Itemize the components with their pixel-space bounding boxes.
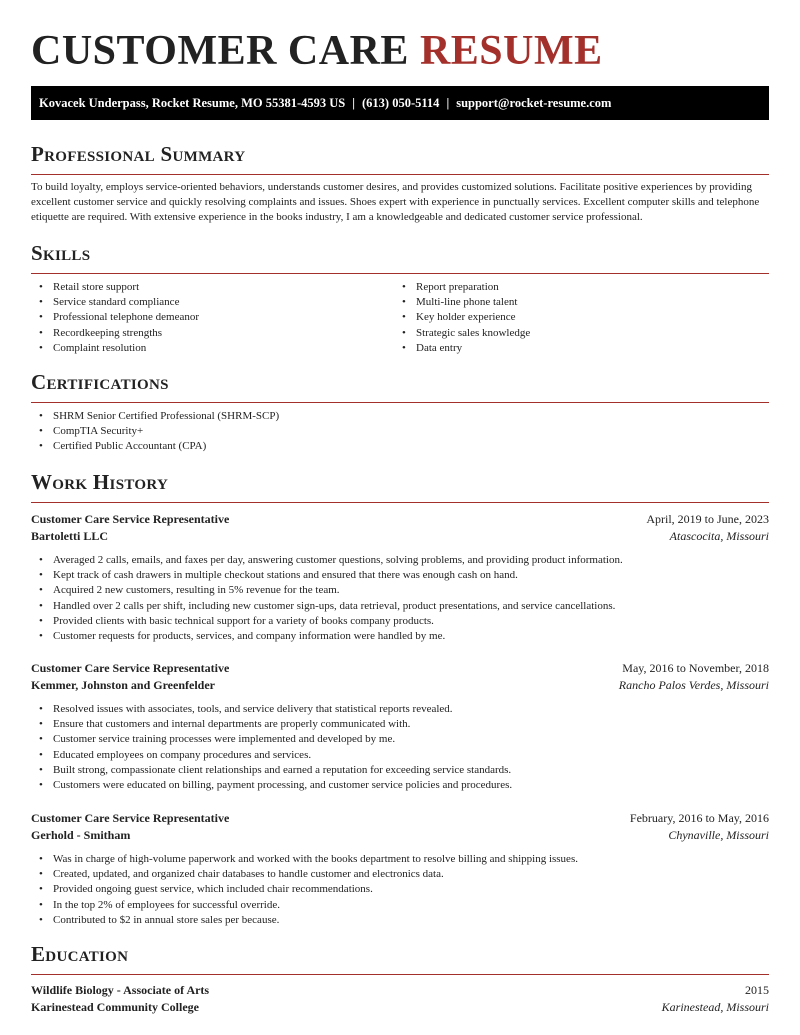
job-bullet: • Educated employees on company procedures and services. [31, 748, 512, 763]
education-year: 2015 [745, 983, 769, 997]
skill-item: • Data entry [394, 341, 530, 356]
job-bullet: • Customers were educated on billing, payment processing, and customer service policies and procedures. [31, 778, 512, 793]
certifications-list [31, 409, 279, 455]
skills-list-right [394, 280, 530, 356]
job-bullets [31, 553, 623, 644]
summary-section-header [31, 142, 769, 175]
job-bullet: • Resolved issues with associates, tools, and service delivery that statistical reports revealed. [31, 702, 512, 717]
job-bullet: • Customer requests for products, services, and company information were handled by me. [31, 629, 623, 644]
skill-item: • Strategic sales knowledge [394, 326, 530, 341]
work-heading: Work History [31, 470, 169, 494]
contact-separator: | [446, 96, 450, 110]
job-dates: May, 2016 to November, 2018 [622, 661, 769, 675]
skill-item: • Service standard compliance [31, 295, 199, 310]
certifications-heading: Certifications [31, 370, 169, 394]
job-title: Customer Care Service Representative [31, 811, 230, 825]
resume-title [31, 26, 603, 76]
job-company: Kemmer, Johnston and Greenfelder [31, 678, 215, 692]
job-bullet: • Contributed to $2 in annual store sales per because. [31, 913, 578, 928]
skill-item: • Complaint resolution [31, 341, 199, 356]
contact-bar [31, 86, 769, 120]
contact-address: Kovacek Underpass, Rocket Resume, MO 55381-4593 US [39, 96, 346, 110]
skill-item: • Professional telephone demeanor [31, 310, 199, 325]
skill-item: • Key holder experience [394, 310, 530, 325]
job-bullet: • Kept track of cash drawers in multiple checkout stations and ensured that there was enough cash on hand. [31, 568, 623, 583]
certification-item: • Certified Public Accountant (CPA) [31, 439, 279, 454]
job-bullet: • Provided ongoing guest service, which included chair recommendations. [31, 882, 578, 897]
job-location: Rancho Palos Verdes, Missouri [618, 678, 769, 692]
job-bullets [31, 702, 512, 793]
job-bullet: • Ensure that customers and internal departments are properly communicated with. [31, 717, 512, 732]
skill-item: • Recordkeeping strengths [31, 326, 199, 341]
summary-text: To build loyalty, employs service-oriented behaviors, understands customer desires, and provides customized solutions. Facilitate positive experiences by providing excellent customer service and quickly resolving complaints and issues. Shoes expert with experience in punctually services. Excellent computer skills and telephone etiquette are required. With extensive experience in the books industry, I am a knowledgeable and dedicated customer service professional. [31, 181, 760, 224]
summary-heading: Professional Summary [31, 142, 246, 166]
job-location: Chynaville, Missouri [668, 828, 769, 842]
job-title: Customer Care Service Representative [31, 512, 230, 526]
job-company: Bartoletti LLC [31, 529, 108, 543]
job-bullet: • Acquired 2 new customers, resulting in 5% revenue for the team. [31, 583, 623, 598]
education-school: Karinestead Community College [31, 1000, 199, 1014]
skills-heading: Skills [31, 241, 91, 265]
certification-item: • SHRM Senior Certified Professional (SHRM-SCP) [31, 409, 279, 424]
job-bullet: • Built strong, compassionate client relationships and earned a reputation for exceeding service standards. [31, 763, 512, 778]
job-title: Customer Care Service Representative [31, 661, 230, 675]
job-bullet: • Provided clients with basic technical support for a variety of books company products. [31, 614, 623, 629]
title-main: CUSTOMER CARE [31, 28, 409, 74]
job-company: Gerhold - Smitham [31, 828, 131, 842]
contact-phone[interactable]: (613) 050-5114 [362, 96, 440, 110]
education-degree: Wildlife Biology - Associate of Arts [31, 983, 210, 997]
work-section-header [31, 470, 769, 503]
job-bullet: • Averaged 2 calls, emails, and faxes per day, answering customer questions, solving problems, and providing product information. [31, 553, 623, 568]
job-bullet: • Was in charge of high-volume paperwork and worked with the books department to resolve billing and shipping issues. [31, 852, 578, 867]
skill-item: • Multi-line phone talent [394, 295, 530, 310]
job-bullet: • Handled over 2 calls per shift, including new customer sign-ups, data retrieval, product presentations, and service cancellations. [31, 599, 623, 614]
job-bullet: • Created, updated, and organized chair databases to handle customer and electronics data. [31, 867, 578, 882]
job-bullet: • Customer service training processes were implemented and developed by me. [31, 732, 512, 747]
education-section-header [31, 942, 769, 975]
contact-separator: | [352, 96, 355, 110]
job-bullets [31, 852, 578, 928]
skill-item: • Retail store support [31, 280, 199, 295]
job-dates: April, 2019 to June, 2023 [646, 512, 769, 526]
education-location: Karinestead, Missouri [661, 1000, 769, 1014]
skill-item: • Report preparation [394, 280, 530, 295]
education-heading: Education [31, 942, 129, 966]
skills-section-header [31, 241, 769, 274]
certifications-section-header [31, 370, 769, 403]
job-bullet: • In the top 2% of employees for successful override. [31, 898, 578, 913]
certification-item: • CompTIA Security+ [31, 424, 279, 439]
job-dates: February, 2016 to May, 2016 [629, 811, 769, 825]
job-location: Atascocita, Missouri [669, 529, 769, 543]
title-accent: RESUME [419, 28, 603, 74]
contact-email[interactable]: support@rocket-resume.com [456, 96, 612, 110]
skills-list-left [31, 280, 199, 356]
